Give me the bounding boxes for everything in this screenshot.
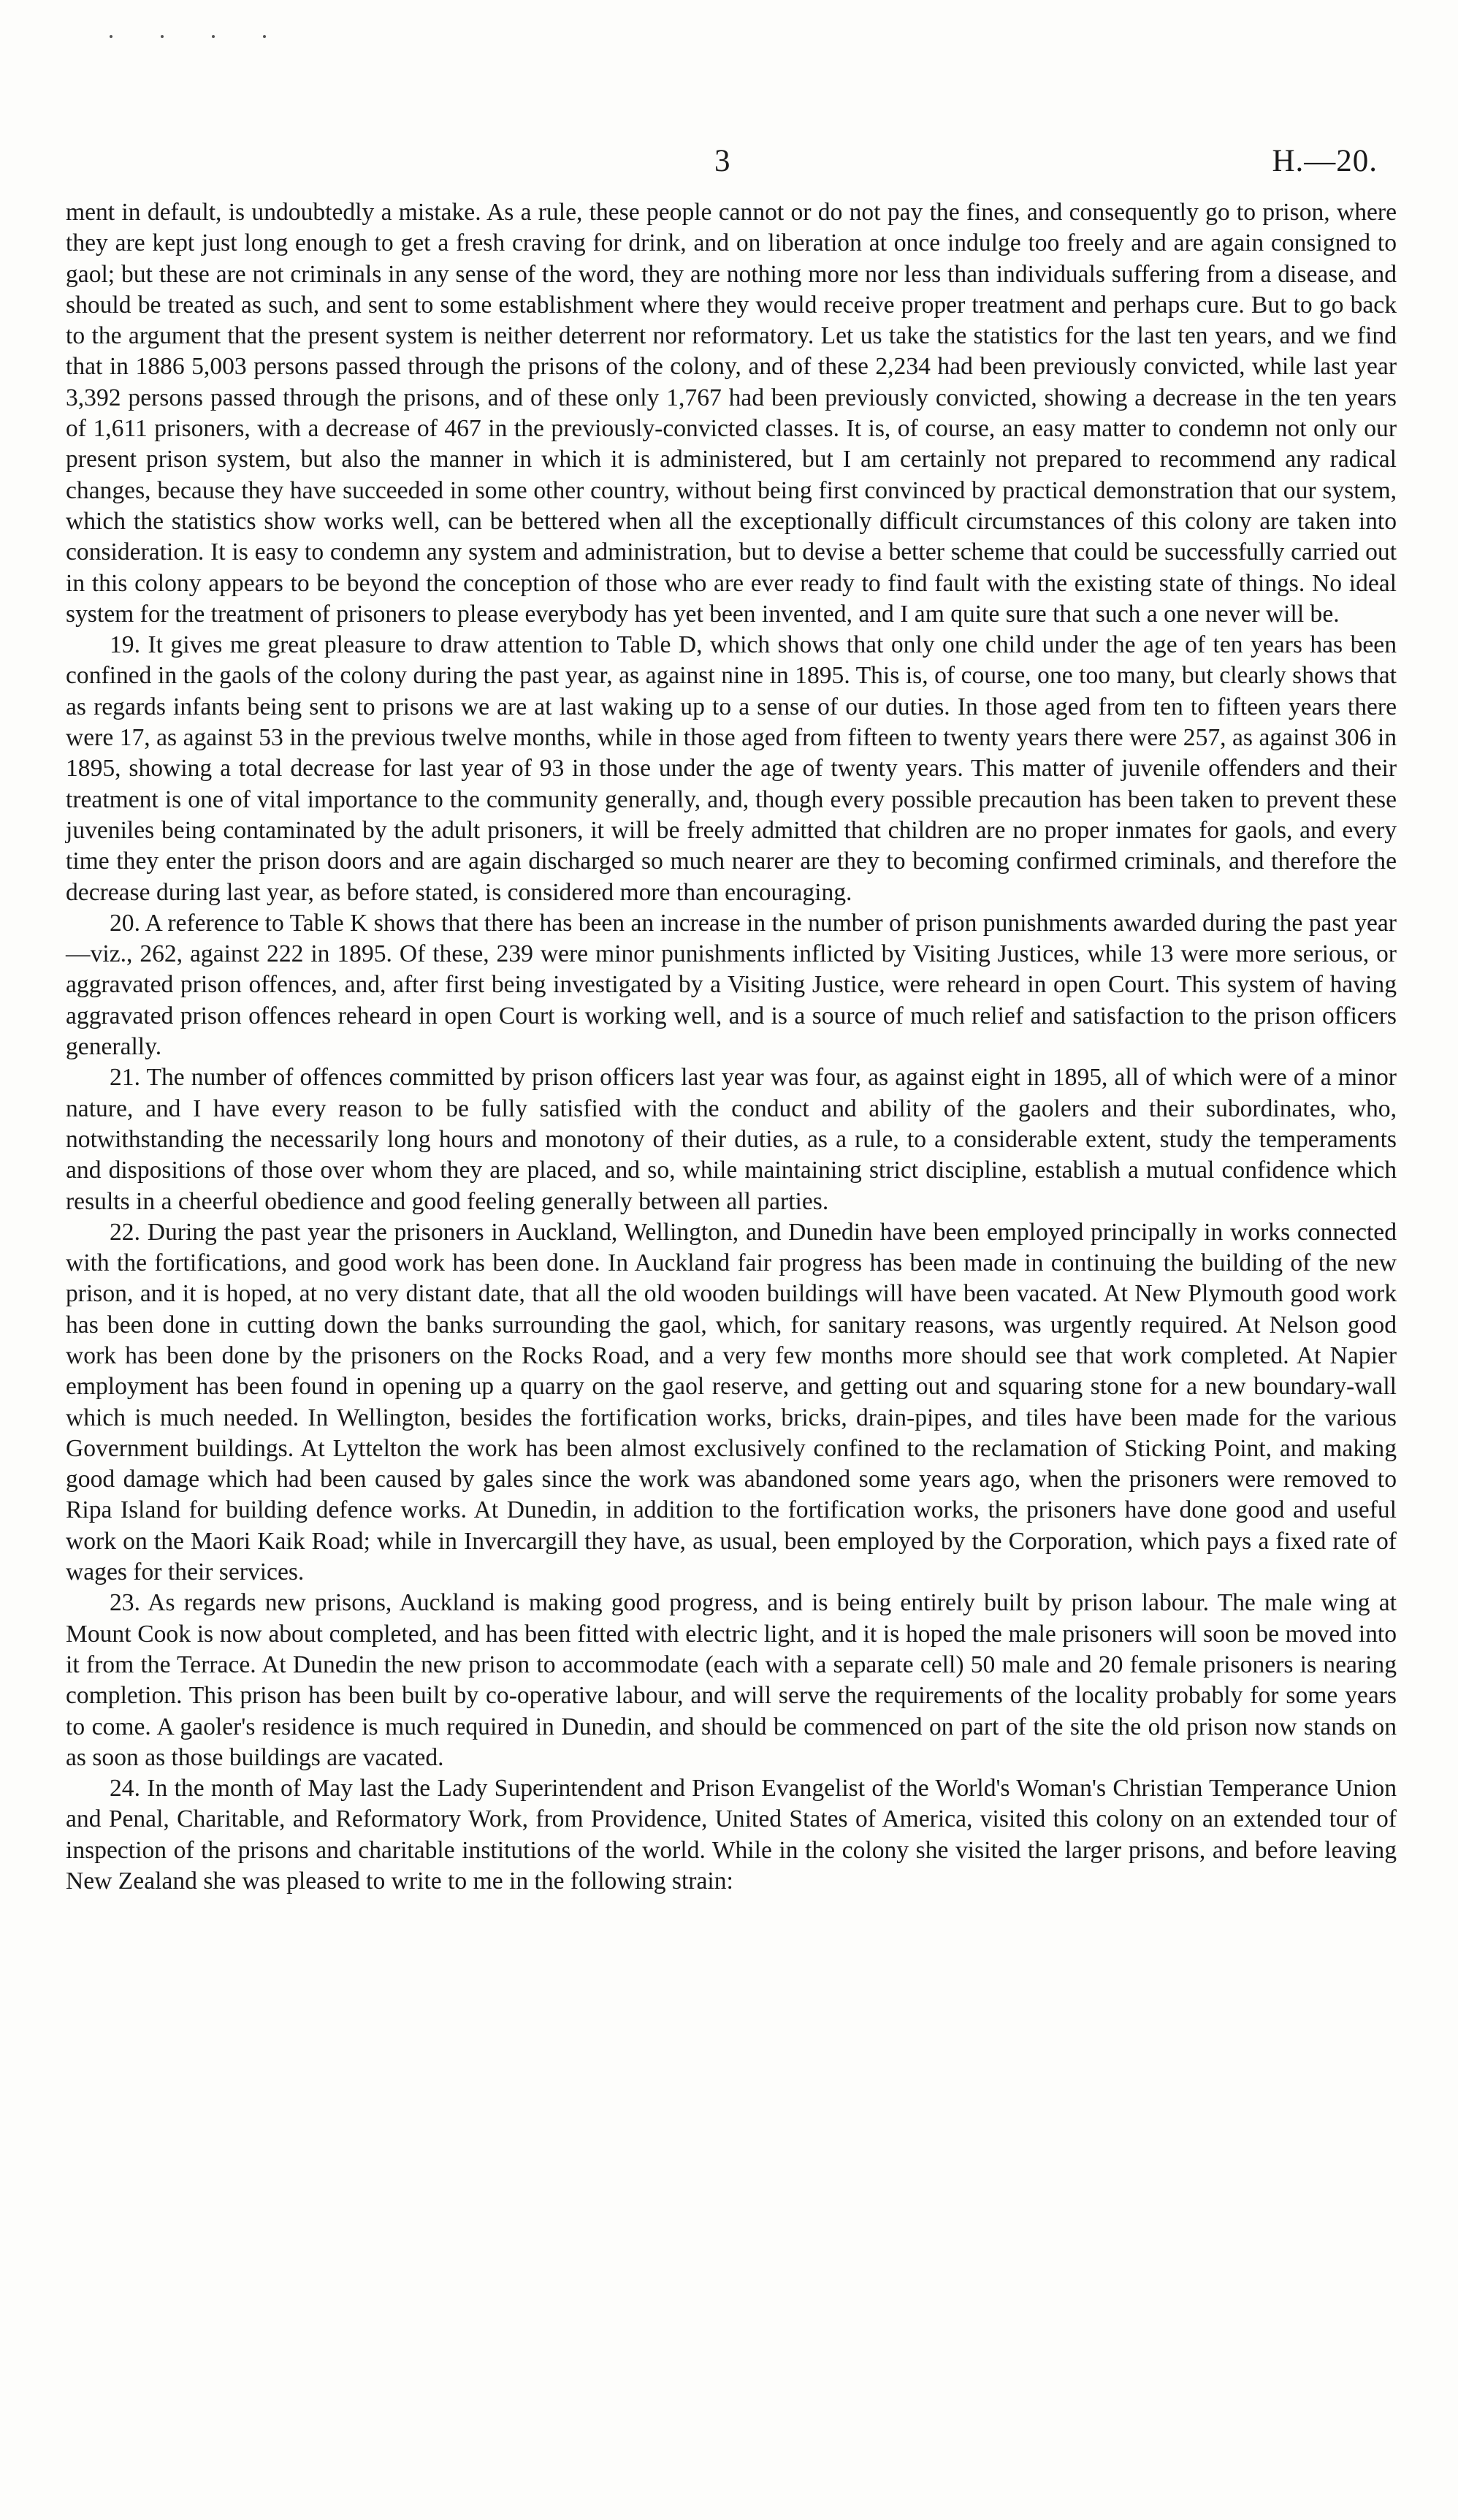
page-header	[0, 143, 1458, 187]
paragraph-21: 21. The number of offences committed by prison officers last year was four, as against eight in 1895, all of which were of a minor nature, and I have every reason to be fully satisfied with the conduct and ability of the gaolers and their subordinates, who, notwithstanding the necessarily long hours and monotony of their duties, as a rule, to a considerable extent, study the temperaments and dispositions of those over whom they are placed, and so, while maintaining strict discipline, establish a mutual confidence which results in a cheerful obedience and good feeling generally between all parties.	[66, 1064, 1397, 1215]
paragraph-24: 24. In the month of May last the Lady Superintendent and Prison Evangelist of the World's Woman's Christian Temperance Union and Penal, Charitable, and Reformatory Work, from Providence, United States of America, visited this colony on an extended tour of inspection of the prisons and charitable institutions of the world. While in the colony she visited the larger prisons, and before leaving New Zealand she was pleased to write to me in the following strain:	[66, 1775, 1397, 1895]
paragraph-23: 23. As regards new prisons, Auckland is making good progress, and is being entirely built by prison labour. The male wing at Mount Cook is now about completed, and has been fitted with electric light, and it is hoped the male prisoners will soon be moved into it from the Terrace. At Dunedin the new prison to accommodate (each with a separate cell) 50 male and 20 female prisoners is nearing completion. This prison has been built by co-operative labour, and will serve the requirements of the locality probably for some years to come. A gaoler's residence is much required in Dunedin, and should be commenced on part of the site the old prison now stands on as soon as those buildings are vacated.	[66, 1589, 1397, 1771]
paragraph-22: 22. During the past year the prisoners in Auckland, Wellington, and Dunedin have been employed principally in works connected with the fortifications, and good work has been done. In Auckland fair progress has been made in continuing the building of the new prison, and it is hoped, at no very distant date, that all the old wooden buildings will have been vacated. At New Plymouth good work has been done in cutting down the banks surrounding the gaol, which, for sanitary reasons, was urgently required. At Nelson good work has been done by the prisoners on the Rocks Road, and a very few months more should see that work completed. At Napier employment has been found in opening up a quarry on the gaol reserve, and getting out and squaring stone for a new boundary-wall which is much needed. In Wellington, besides the fortification works, bricks, drain-pipes, and tiles have been made for the various Government buildings. At Lyttelton the work has been almost exclusively confined to the reclamation of Sticking Point, and making good damage which had been caused by gales since the work was abandoned some years ago, when the prisoners were removed to Ripa Island for building defence works. At Dunedin, in addition to the fortification works, the prisoners have done good and useful work on the Maori Kaik Road; while in Invercargill they have, as usual, been employed by the Corporation, which pays a fixed rate of wages for their services.	[66, 1218, 1397, 1586]
paragraph-19: 19. It gives me great pleasure to draw attention to Table D, which shows that only one child under the age of ten years has been confined in the gaols of the colony during the past year, as against nine in 1895. This is, of course, one too many, but clearly shows that as regards infants being sent to prisons we are at last waking up to a sense of our duties. In those aged from ten to fifteen years there were 17, as against 53 in the previous twelve months, while in those aged from fifteen to twenty years there were 257, as against 306 in 1895, showing a total decrease for last year of 93 in those under the age of twenty years. This matter of juvenile offenders and their treatment is one of vital importance to the community generally, and, though every possible precaution has been taken to prevent these juveniles being contaminated by the adult prisoners, it will be freely admitted that children are no proper inmates for gaols, and every time they enter the prison doors and are again discharged so much nearer are they to becoming confirmed criminals, and therefore the decrease during last year, as before stated, is considered more than encouraging.	[66, 631, 1397, 906]
scan-dot	[212, 35, 215, 38]
page-number: 3	[714, 144, 730, 178]
paragraph-continuation: ment in default, is undoubtedly a mistake. As a rule, these people cannot or do not pay the fines, and consequently go to prison, where they are kept just long enough to get a fresh craving for drink, and on liberation at once indulge too freely and are again consigned to gaol; but these are not criminals in any sense of the word, they are nothing more nor less than individuals suffering from a disease, and should be treated as such, and sent to some establishment where they would receive proper treatment and perhaps cure. But to go back to the argument that the present system is neither deterrent nor reformatory. Let us take the statistics for the last ten years, and we find that in 1886 5,003 persons passed through the prisons of the colony, and of these 2,234 had been previously convicted, while last year 3,392 persons passed through the prisons, and of these only 1,767 had been previously convicted, showing a decrease in the ten years of 1,611 prisoners, with a decrease of 467 in the previously-convicted classes. It is, of course, an easy matter to condemn not only our present prison system, but also the manner in which it is administered, but I am certainly not prepared to recommend any radical changes, because they have succeeded in some other country, without being first convinced by practical demonstration that our system, which the statistics show works well, can be bettered when all the exceptionally difficult circumstances of this colony are taken into consideration. It is easy to condemn any system and administration, but to devise a better scheme that could be successfully carried out in this colony appears to be beyond the conception of those who are ever ready to find fault with the existing state of things. No ideal system for the treatment of prisoners to please everybody has yet been invented, and I am quite sure that such a one never will be.	[66, 199, 1397, 628]
paper-reference: H.—20.	[1272, 144, 1378, 178]
scan-dot	[263, 35, 266, 38]
scan-dot	[161, 35, 164, 38]
body-text	[66, 197, 1397, 1897]
paragraph-20: 20. A reference to Table K shows that there has been an increase in the number of prison punishments awarded during the past year—viz., 262, against 222 in 1895. Of these, 239 were minor punishments inflicted by Visiting Justices, while 13 were more serious, or aggravated prison offences, and, after first being investigated by a Visiting Justice, were reheard in open Court. This system of having aggravated prison offences reheard in open Court is working well, and is a source of much relief and satisfaction to the prison officers generally.	[66, 909, 1397, 1061]
scan-dot	[110, 35, 112, 38]
